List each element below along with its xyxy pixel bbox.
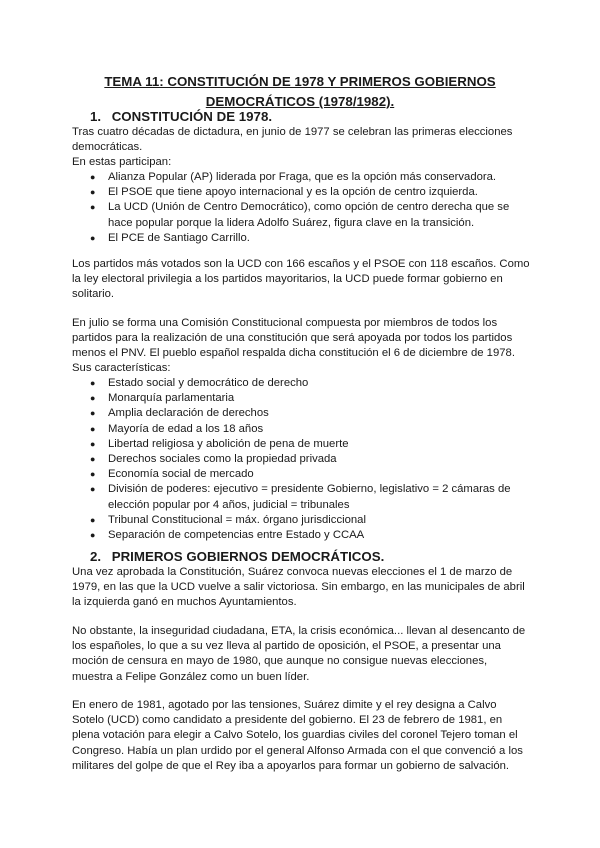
list-item: ● Monarquía parlamentaria [72, 391, 532, 406]
bullet-icon: ● [90, 514, 96, 525]
bullet-icon: ● [90, 484, 96, 495]
section-2-paragraph-2: No obstante, la inseguridad ciudadana, ETA, la crisis económica... llevan al desencanto de los españoles, lo que a su vez lleva al partido de oposición, el PSOE, a presentar una moción de censura en mayo de 1980, que aunque no consigue nuevas elecciones, muestra a Felipe González como un buen líder. [72, 625, 526, 683]
bullet-icon: ● [90, 187, 96, 198]
list-item: ● Mayoría de edad a los 18 años [72, 422, 532, 437]
list-item: ● La UCD (Unión de Centro Democrático), como opción de centro derecha que se hace popular porque la lidera Adolfo Suárez, figura clave en la transición. [90, 201, 510, 229]
bullet-icon: ● [90, 393, 96, 404]
election-results-paragraph: Los partidos más votados son la UCD con 166 escaños y el PSOE con 118 escaños. Como la ley electoral privilegia a los partidos mayoritarios, la UCD puede formar gobierno en solitario. [72, 258, 530, 301]
list-item: ● Amplia declaración de derechos [72, 406, 532, 421]
bullet-icon: ● [90, 232, 96, 243]
section-1-heading [90, 108, 272, 125]
list-item: ● Economía social de mercado [72, 467, 532, 482]
list-item: ● Estado social y democrático de derecho [72, 376, 532, 391]
commission-paragraph: En julio se forma una Comisión Constitucional compuesta por miembros de todos los partidos para la realización de una constitución que será apoyada por todos los partidos menos el PNV. El pueblo español respalda dicha constitución el 6 de diciembre de 1978. [72, 317, 515, 360]
section-2-paragraph-1: Una vez aprobada la Constitución, Suárez convoca nuevas elecciones el 1 de marzo de 1979, en las que la UCD vuelve a salir victoriosa. Sin embargo, en las municipales de abril la izquierda ganó en muchos Ayuntamientos. [72, 566, 525, 609]
bullet-icon: ● [90, 408, 96, 419]
parties-list [72, 170, 532, 246]
participan-label: En estas participan: [72, 156, 172, 168]
list-item: ● El PCE de Santiago Carrillo. [72, 231, 532, 246]
features-label: Sus características: [72, 362, 171, 374]
section-2-number: 2. [90, 549, 102, 564]
list-item: ● El PSOE que tiene apoyo internacional y es la opción de centro izquierda. [72, 185, 532, 200]
section-2-heading [90, 548, 384, 565]
list-item: ● División de poderes: ejecutivo = presidente Gobierno, legislativo = 2 cámaras de elección popular por 4 años, judicial = tribunales [90, 483, 511, 511]
features-list [72, 376, 532, 543]
section-1-title: CONSTITUCIÓN DE 1978. [111, 109, 273, 124]
bullet-icon: ● [90, 469, 96, 480]
bullet-icon: ● [90, 530, 96, 541]
list-item: ● Libertad religiosa y abolición de pena de muerte [72, 437, 532, 452]
page-title: TEMA 11: CONSTITUCIÓN DE 1978 Y PRIMEROS GOBIERNOS DEMOCRÁTICOS (1978/1982). [104, 74, 496, 109]
list-item: ● Alianza Popular (AP) liderada por Fraga, que es la opción más conservadora. [72, 170, 532, 185]
bullet-icon: ● [90, 202, 96, 213]
bullet-icon: ● [90, 378, 96, 388]
section-1-number: 1. [90, 109, 102, 124]
list-item: ● Tribunal Constitucional = máx. órgano jurisdiccional [72, 513, 532, 528]
section-2-paragraph-3: En enero de 1981, agotado por las tensiones, Suárez dimite y el rey designa a Calvo Sotelo (UCD) como candidato a presidente del gobierno. El 23 de febrero de 1981, en plena votación para elegir a Calvo Sotelo, los guardias civiles del coronel Tejero toman el Congreso. Había un plan urdido por el general Alfonso Armada con el que convenció a los militares del golpe de que el Rey iba a apoyarlos para formar un gobierno de salvación. [72, 699, 523, 772]
bullet-icon: ● [90, 438, 96, 449]
list-item: ● Derechos sociales como la propiedad privada [72, 452, 532, 467]
section-1-intro: Tras cuatro décadas de dictadura, en junio de 1977 se celebran las primeras elecciones democráticas. [72, 126, 513, 154]
section-2-title: PRIMEROS GOBIERNOS DEMOCRÁTICOS. [111, 549, 385, 564]
bullet-icon: ● [90, 423, 96, 434]
list-item: ● Separación de competencias entre Estado y CCAA [72, 528, 532, 543]
bullet-icon: ● [90, 454, 96, 465]
bullet-icon: ● [90, 172, 96, 182]
